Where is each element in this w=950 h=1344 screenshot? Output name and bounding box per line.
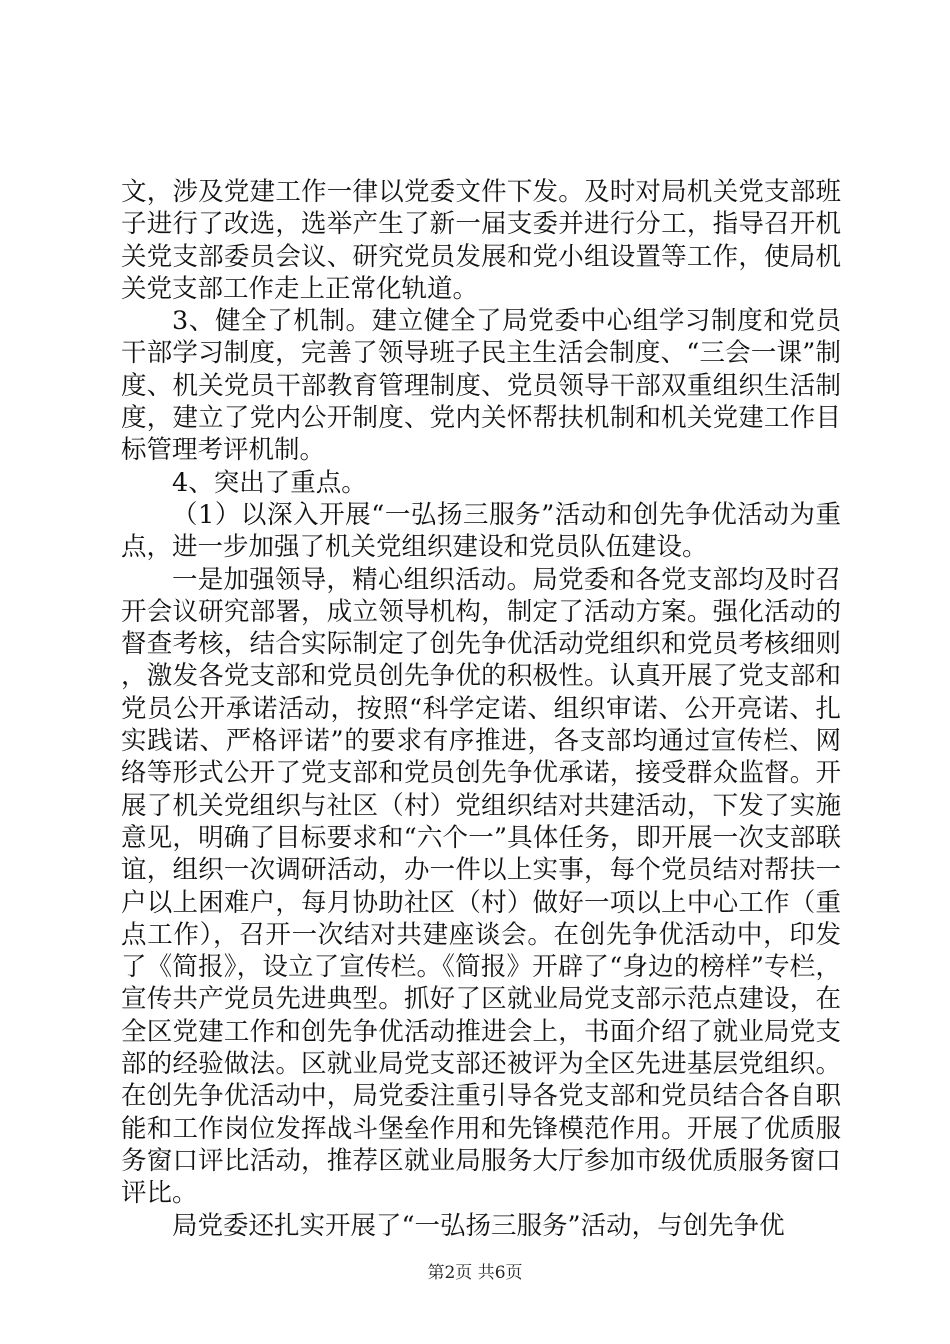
paragraph-service-activity: 局党委还扎实开展了“一弘扬三服务”活动，与创先争优 (172, 1210, 785, 1241)
document-body (121, 176, 841, 1242)
paragraph-key-points-heading: 4、突出了重点。 (172, 467, 367, 498)
page-number-footer: 第2页 共6页 (427, 1263, 523, 1283)
paragraph-continued: 文，涉及党建工作一律以党委文件下发。及时对局机关党支部班子进行了改选，选举产生了新一届支委并进行分工，指导召开机关党支部委员会议、研究党员发展和党小组设置等工作，使局机关党支部工作走上正常化轨道。 (121, 177, 841, 304)
paragraph-mechanism: 3、健全了机制。建立健全了局党委中心组学习制度和党员干部学习制度，完善了领导班子民主生活会制度、“三会一课”制度、机关党员干部教育管理制度、党员领导干部双重组织生活制度，建立了党内公开制度、党内关怀帮扶机制和机关党建工作目标管理考评机制。 (121, 306, 841, 466)
paragraph-leadership: 一是加强领导，精心组织活动。局党委和各党支部均及时召开会议研究部署，成立领导机构，制定了活动方案。强化活动的督查考核，结合实际制定了创先争优活动党组织和党员考核细则，激发各党支部和党员创先争优的积极性。认真开展了党支部和党员公开承诺活动，按照“科学定诺、组织审诺、公开亮诺、扎实践诺、严格评诺”的要求有序推进，各支部均通过宣传栏、网络等形式公开了党支部和党员创先争优承诺，接受群众监督。开展了机关党组织与社区（村）党组织结对共建活动，下发了实施意见，明确了目标要求和“六个一”具体任务，即开展一次支部联谊，组织一次调研活动，办一件以上实事，每个党员结对帮扶一户以上困难户，每月协助社区（村）做好一项以上中心工作（重点工作），召开一次结对共建座谈会。在创先争优活动中，印发了《简报》，设立了宣传栏。《简报》开辟了“身边的榜样”专栏，宣传共产党员先进典型。抓好了区就业局党支部示范点建设，在全区党建工作和创先争优活动推进会上，书面介绍了就业局党支部的经验做法。区就业局党支部还被评为全区先进基层党组织。在创先争优活动中，局党委注重引导各党支部和党员结合各自职能和工作岗位发挥战斗堡垒作用和先锋模范作用。开展了优质服务窗口评比活动，推荐区就业局服务大厅参加市级优质服务窗口评比。 (121, 564, 841, 1209)
paragraph-subheading-1: （1）以深入开展“一弘扬三服务”活动和创先争优活动为重点，进一步加强了机关党组织建设和党员队伍建设。 (121, 499, 841, 563)
